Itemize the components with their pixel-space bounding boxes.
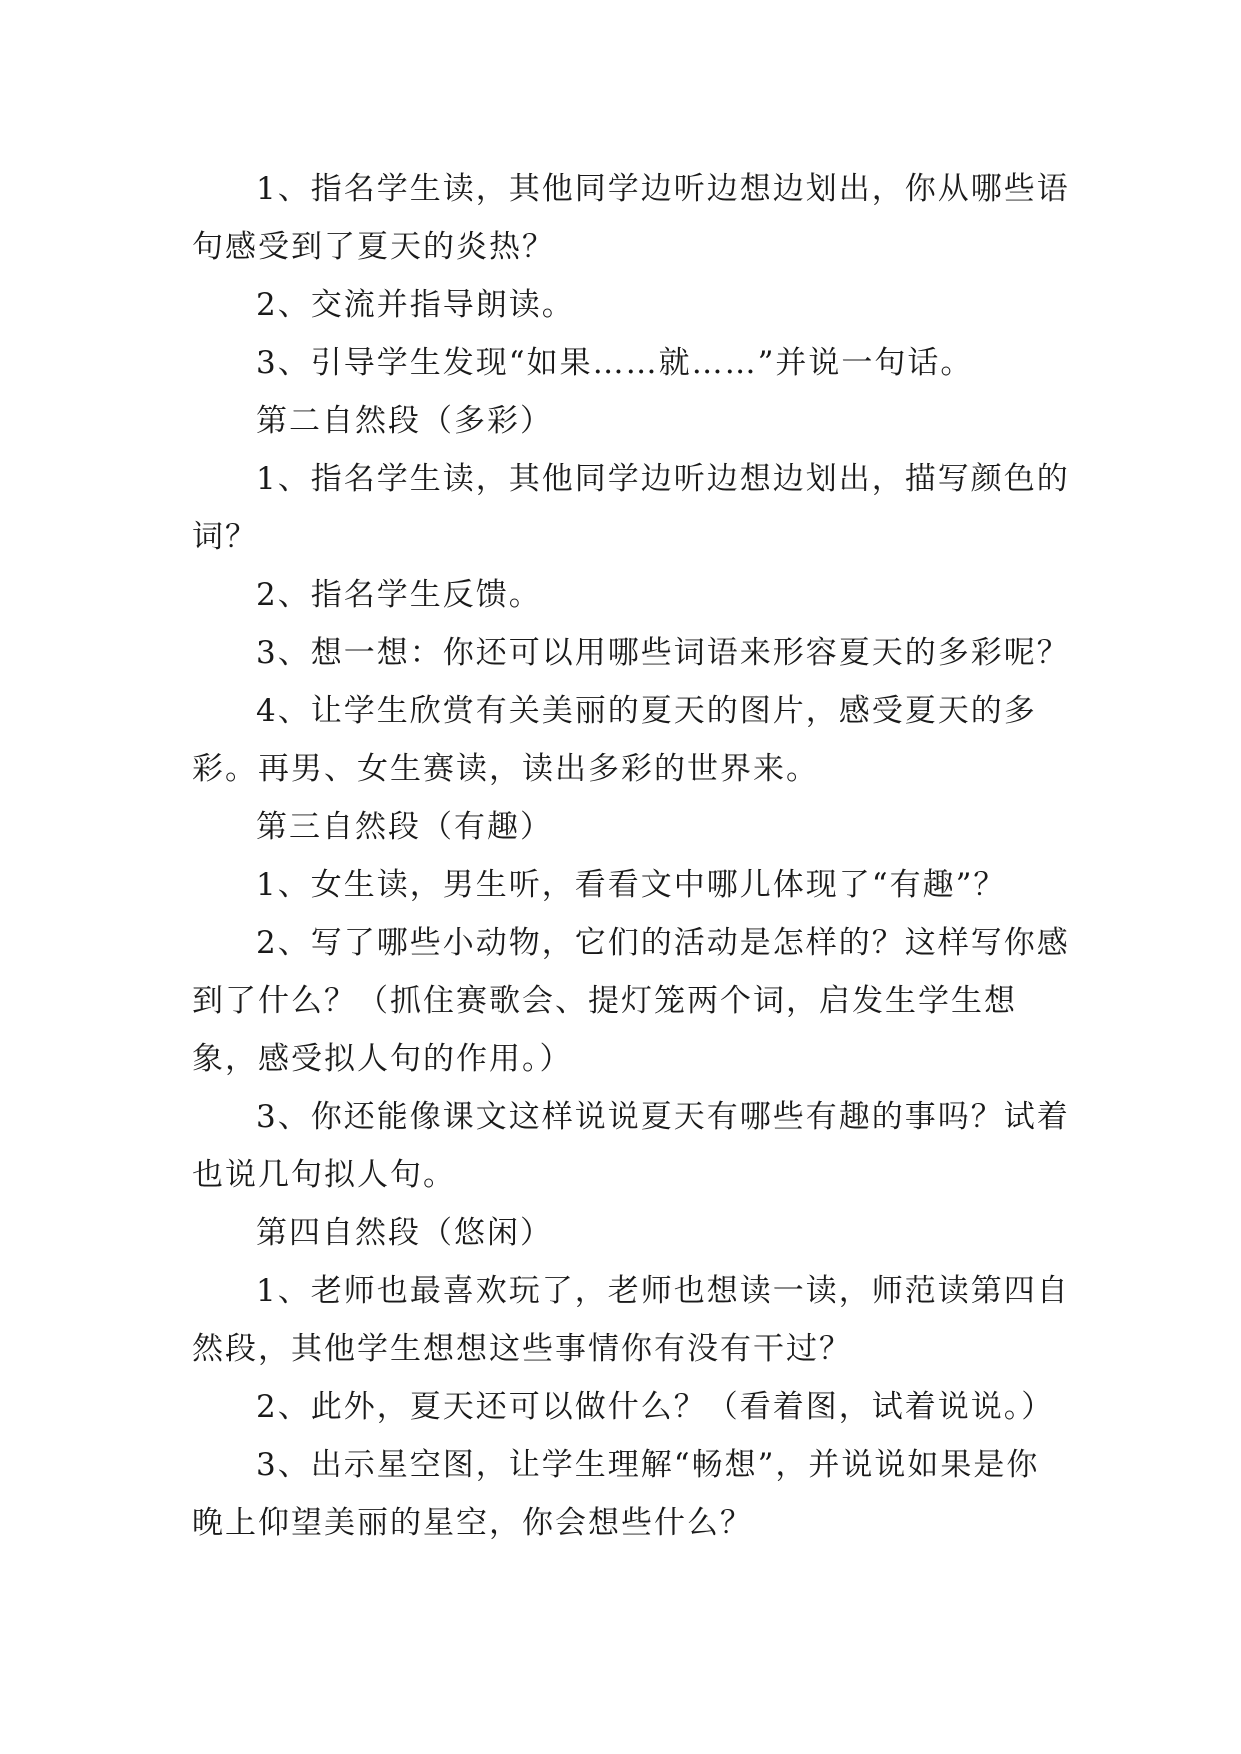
paragraph: 1、指名学生读，其他同学边听边想边划出，你从哪些语句感受到了夏天的炎热？ bbox=[192, 171, 1070, 265]
paragraph: 3、引导学生发现“如果……就……”并说一句话。 bbox=[256, 345, 974, 381]
section-heading: 第二自然段（多彩） bbox=[256, 403, 553, 439]
paragraph: 1、女生读，男生听，看看文中哪儿体现了“有趣”？ bbox=[256, 867, 1007, 903]
paragraph: 2、交流并指导朗读。 bbox=[256, 287, 575, 323]
document-body bbox=[192, 160, 1072, 1552]
paragraph: 1、老师也最喜欢玩了，老师也想读一读，师范读第四自然段，其他学生想想这些事情你有没有干过？ bbox=[192, 1273, 1070, 1367]
section-heading: 第三自然段（有趣） bbox=[256, 809, 553, 845]
section-heading: 第四自然段（悠闲） bbox=[256, 1215, 553, 1251]
paragraph: 2、指名学生反馈。 bbox=[256, 577, 542, 613]
paragraph: 1、指名学生读，其他同学边听边想边划出，描写颜色的词？ bbox=[192, 461, 1070, 555]
paragraph: 3、你还能像课文这样说说夏天有哪些有趣的事吗？试着也说几句拟人句。 bbox=[192, 1099, 1070, 1193]
paragraph: 2、写了哪些小动物，它们的活动是怎样的？这样写你感到了什么？（抓住赛歌会、提灯笼两个词，启发生学生想象，感受拟人句的作用。） bbox=[192, 925, 1070, 1077]
paragraph: 2、此外，夏天还可以做什么？（看着图，试着说说。） bbox=[256, 1389, 1055, 1425]
paragraph: 3、出示星空图，让学生理解“畅想”，并说说如果是你晚上仰望美丽的星空，你会想些什么？ bbox=[192, 1447, 1040, 1541]
paragraph: 4、让学生欣赏有关美丽的夏天的图片，感受夏天的多彩。再男、女生赛读，读出多彩的世界来。 bbox=[192, 693, 1037, 787]
paragraph: 3、想一想：你还可以用哪些词语来形容夏天的多彩呢？ bbox=[256, 635, 1070, 671]
